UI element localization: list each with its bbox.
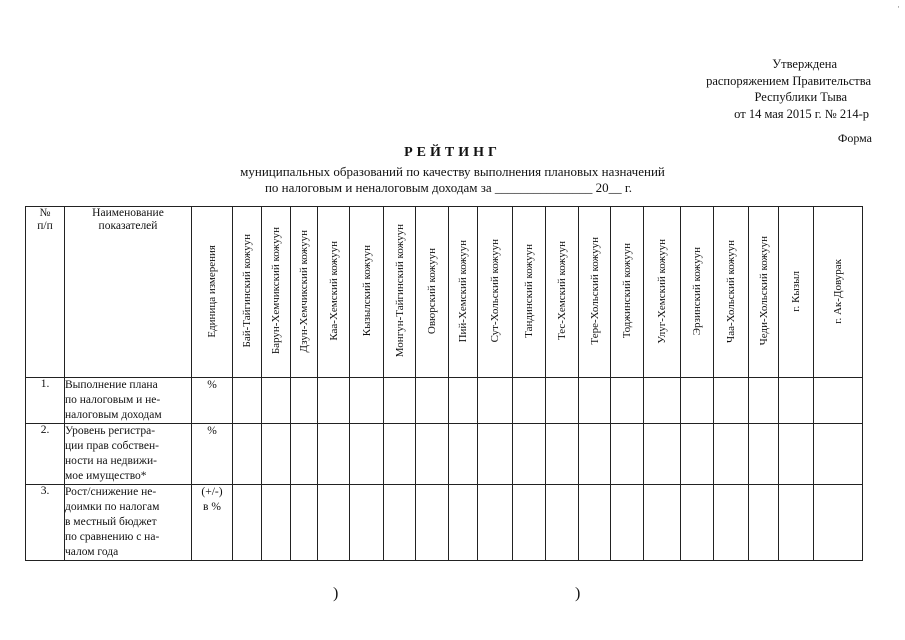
value-cell[interactable] xyxy=(350,485,384,561)
value-cell[interactable] xyxy=(291,378,318,424)
municipality-label: г. Ак-Довурак xyxy=(832,258,844,324)
value-cell[interactable] xyxy=(644,378,681,424)
value-cell[interactable] xyxy=(779,378,814,424)
header-municipality xyxy=(350,207,384,378)
value-cell[interactable] xyxy=(513,485,546,561)
row-indicator-name: Уровень регистра- ции прав собствен- ности на недвижи- мое имущество* xyxy=(65,424,192,485)
value-cell[interactable] xyxy=(350,424,384,485)
row-number: 1. xyxy=(26,378,65,424)
value-cell[interactable] xyxy=(749,378,779,424)
municipality-label: Эрзинский кожуун xyxy=(691,246,703,336)
approval-line: от 14 мая 2015 г. № 214-р xyxy=(734,106,869,121)
value-cell[interactable] xyxy=(416,378,449,424)
approval-line: Утверждена xyxy=(772,57,837,71)
value-cell[interactable] xyxy=(579,378,611,424)
row-unit: % xyxy=(192,378,233,424)
header-municipality xyxy=(449,207,478,378)
approval-block xyxy=(706,56,869,122)
header-municipality xyxy=(644,207,681,378)
approval-line: распоряжением Правительства xyxy=(706,73,871,88)
value-cell[interactable] xyxy=(681,485,714,561)
header-municipality xyxy=(681,207,714,378)
table-row xyxy=(26,424,863,485)
header-municipality xyxy=(233,207,262,378)
value-cell[interactable] xyxy=(546,424,579,485)
value-cell[interactable] xyxy=(416,485,449,561)
form-label: Форма xyxy=(837,131,872,145)
value-cell[interactable] xyxy=(681,424,714,485)
value-cell[interactable] xyxy=(579,424,611,485)
value-cell[interactable] xyxy=(318,424,350,485)
header-municipality xyxy=(546,207,579,378)
value-cell[interactable] xyxy=(714,485,749,561)
value-cell[interactable] xyxy=(416,424,449,485)
municipality-label: Тоджинский кожуун xyxy=(621,243,633,339)
header-municipality xyxy=(513,207,546,378)
header-number: № п/п xyxy=(26,207,65,378)
value-cell[interactable] xyxy=(384,424,416,485)
value-cell[interactable] xyxy=(546,485,579,561)
page-subtitle xyxy=(0,164,905,196)
header-municipality xyxy=(478,207,513,378)
approval-line: Республики Тыва xyxy=(754,90,847,104)
header-municipality xyxy=(291,207,318,378)
municipality-label: Барун-Хемчикский кожуун xyxy=(270,227,282,355)
table-header-row xyxy=(26,207,863,378)
value-cell[interactable] xyxy=(449,424,478,485)
row-number: 2. xyxy=(26,424,65,485)
value-cell[interactable] xyxy=(579,485,611,561)
value-cell[interactable] xyxy=(449,485,478,561)
value-cell[interactable] xyxy=(262,378,291,424)
rating-table xyxy=(25,206,863,561)
municipality-label: Чеди-Хольский кожуун xyxy=(757,236,770,346)
header-indicator-name: Наименование показателей xyxy=(65,207,192,378)
value-cell[interactable] xyxy=(814,378,863,424)
value-cell[interactable] xyxy=(513,378,546,424)
value-cell[interactable] xyxy=(814,485,863,561)
value-cell[interactable] xyxy=(291,424,318,485)
value-cell[interactable] xyxy=(233,424,262,485)
municipality-label: г. Кызыл xyxy=(790,270,802,312)
value-cell[interactable] xyxy=(513,424,546,485)
value-cell[interactable] xyxy=(233,485,262,561)
value-cell[interactable] xyxy=(478,424,513,485)
value-cell[interactable] xyxy=(478,378,513,424)
value-cell[interactable] xyxy=(779,424,814,485)
row-indicator-name: Рост/снижение не- доимки по налогам в местный бюджет по сравнению с на- чалом года xyxy=(65,485,192,561)
value-cell[interactable] xyxy=(611,378,644,424)
subtitle-line-2: по налоговым и неналоговым доходам за _______________ 20__ г. xyxy=(264,180,633,195)
header-unit-label: Единица измерения xyxy=(206,244,218,338)
row-unit: (+/-) в % xyxy=(192,485,233,561)
municipality-label: Дзун-Хемчикский кожуун xyxy=(298,229,310,353)
header-municipality xyxy=(416,207,449,378)
value-cell[interactable] xyxy=(714,424,749,485)
municipality-label: Тандинский кожуун xyxy=(523,244,535,338)
subtitle-line-1: муниципальных образований по качеству выполнения плановых назначений xyxy=(240,164,665,179)
value-cell[interactable] xyxy=(350,378,384,424)
value-cell[interactable] xyxy=(546,378,579,424)
corner-mark: · xyxy=(897,2,900,12)
municipality-label: Кызылский кожуун xyxy=(360,245,373,337)
row-number: 3. xyxy=(26,485,65,561)
value-cell[interactable] xyxy=(449,378,478,424)
scan-mark: ) xyxy=(333,585,339,602)
value-cell[interactable] xyxy=(384,485,416,561)
value-cell[interactable] xyxy=(611,424,644,485)
header-municipality xyxy=(749,207,779,378)
table-row xyxy=(26,485,863,561)
value-cell[interactable] xyxy=(262,424,291,485)
value-cell[interactable] xyxy=(714,378,749,424)
value-cell[interactable] xyxy=(233,378,262,424)
municipality-label: Улуг-Хемский кожуун xyxy=(656,238,668,344)
header-unit xyxy=(192,207,233,378)
header-municipality xyxy=(814,207,863,378)
municipality-label: Монгун-Тайгинский кожуун xyxy=(393,224,406,358)
header-municipality xyxy=(262,207,291,378)
row-indicator-name: Выполнение плана по налоговым и не- налоговым доходам xyxy=(65,378,192,424)
scan-mark: ) xyxy=(575,585,581,602)
value-cell[interactable] xyxy=(478,485,513,561)
value-cell[interactable] xyxy=(318,378,350,424)
value-cell[interactable] xyxy=(384,378,416,424)
value-cell[interactable] xyxy=(681,378,714,424)
value-cell[interactable] xyxy=(644,485,681,561)
value-cell[interactable] xyxy=(749,424,779,485)
value-cell[interactable] xyxy=(318,485,350,561)
municipality-label: Каа-Хемский кожуун xyxy=(327,241,340,341)
value-cell[interactable] xyxy=(291,485,318,561)
header-municipality xyxy=(318,207,350,378)
municipality-label: Сут-Хольский кожуун xyxy=(489,239,501,343)
table-row xyxy=(26,378,863,424)
municipality-label: Бай-Тайгинский кожуун xyxy=(241,234,253,348)
municipality-label: Чаа-Хольский кожуун xyxy=(725,239,737,343)
municipality-label: Тере-Хольский кожуун xyxy=(588,237,601,345)
value-cell[interactable] xyxy=(749,485,779,561)
value-cell[interactable] xyxy=(644,424,681,485)
header-municipality xyxy=(714,207,749,378)
header-municipality xyxy=(384,207,416,378)
header-municipality xyxy=(779,207,814,378)
header-municipality xyxy=(579,207,611,378)
value-cell[interactable] xyxy=(611,485,644,561)
value-cell[interactable] xyxy=(814,424,863,485)
value-cell[interactable] xyxy=(779,485,814,561)
value-cell[interactable] xyxy=(262,485,291,561)
municipality-label: Пий-Хемский кожуун xyxy=(457,239,469,343)
page-title: РЕЙТИНГ xyxy=(404,145,501,160)
row-unit: % xyxy=(192,424,233,485)
municipality-label: Овюрский кожуун xyxy=(426,247,438,335)
municipality-label: Тес-Хемский кожуун xyxy=(556,241,568,341)
header-municipality xyxy=(611,207,644,378)
